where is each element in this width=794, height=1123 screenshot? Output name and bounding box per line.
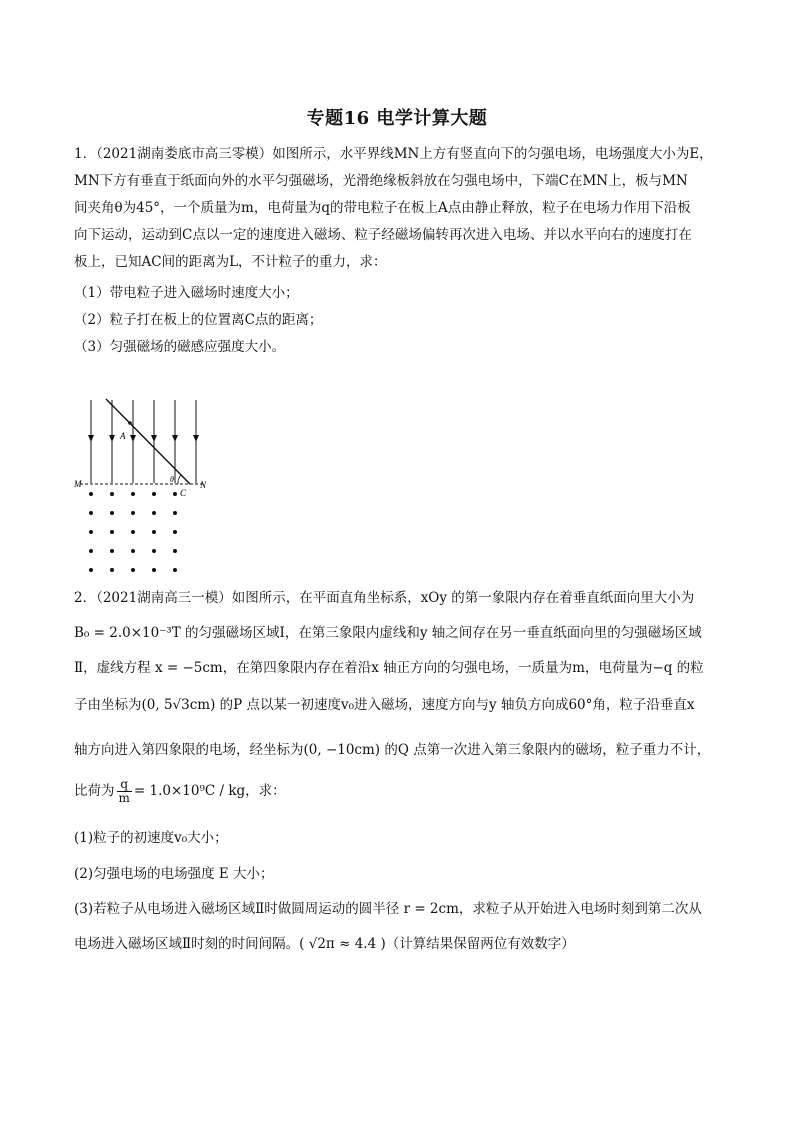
- q2-line-5: 轴方向进入第四象限的电场，经坐标为(0, −10cm) 的Q 点第一次进入第三象限内的磁场，粒子重力不计，: [74, 742, 711, 758]
- magnetic-field-dots: [89, 492, 177, 572]
- ratio-value: = 1.0×10⁹C / kg，求：: [133, 783, 286, 799]
- label-n: N: [200, 480, 207, 490]
- q2-sub-3-cont: 电场进入磁场区域Ⅱ时刻的时间间隔。( √2π ≈ 4.4 )（计算结果保留两位有效数字）: [74, 936, 575, 952]
- q2-line-6: [74, 778, 724, 805]
- page-title: 专题16 电学计算大题: [306, 108, 488, 129]
- q1-line-1: 1．（2021湖南娄底市高三零模）如图所示，水平界线MN上方有竖直向下的匀强电场，电场强度大小为E，: [74, 146, 713, 162]
- point-a: [128, 421, 132, 425]
- q2-line-4: 子由坐标为(0, 5√3cm) 的P 点以某一初速度v₀进入磁场，速度方向与y 轴负方向成60°角，粒子沿垂直x: [74, 697, 695, 713]
- q1-line-5: 板上，已知AC间的距离为L，不计粒子的重力，求：: [74, 254, 387, 270]
- fraction-numerator: q: [117, 778, 132, 792]
- q1-sub-2: （2）粒子打在板上的位置离C点的距离；: [74, 312, 323, 328]
- q2-line-3: Ⅱ，虚线方程 x = −5cm，在第四象限内存在着沿x 轴正方向的匀强电场，一质量为m，电荷量为−q 的粒: [74, 660, 704, 676]
- q1-line-2: MN下方有垂直于纸面向外的水平匀强磁场，光滑绝缘板斜放在匀强电场中，下端C在MN上，板与MN: [74, 173, 688, 189]
- fraction-denominator: m: [118, 791, 130, 805]
- q1-line-4: 向下运动，运动到C点以一定的速度进入磁场、粒子经磁场偏转再次进入电场、并以水平向右的速度打在: [74, 227, 692, 243]
- q2-line-1: 2．（2021湖南高三一模）如图所示，在平面直角坐标系，xOy 的第一象限内存在着垂直纸面向里大小为: [74, 590, 695, 606]
- q1-sub-1: （1）带电粒子进入磁场时速度大小；: [74, 285, 299, 301]
- q1-line-3: 间夹角θ为45°，一个质量为m，电荷量为q的带电粒子在板上A点由静止释放，粒子在电场力作用下沿板: [74, 200, 691, 216]
- label-m: M: [74, 479, 82, 489]
- q1-sub-3: （3）匀强磁场的磁感应强度大小。: [74, 339, 286, 355]
- ratio-label: 比荷为: [74, 783, 115, 799]
- angle-arc: [178, 475, 181, 484]
- label-theta: θ: [170, 475, 174, 484]
- q2-sub-1: (1)粒子的初速度v₀大小；: [74, 830, 228, 846]
- electric-field-lines: [91, 400, 196, 483]
- q2-sub-3: (3)若粒子从电场进入磁场区域Ⅱ时做圆周运动的圆半径 r = 2cm，求粒子从开始进入电场时刻到第二次从: [74, 901, 702, 917]
- q1-figure: [70, 395, 220, 580]
- q2-line-2: B₀ = 2.0×10⁻³T 的匀强磁场区域Ⅰ，在第三象限内虚线和y 轴之间存在另一垂直纸面向里的匀强磁场区域: [74, 625, 702, 641]
- label-a: A: [120, 431, 126, 441]
- q2-sub-2: (2)匀强电场的电场强度 E 大小；: [74, 866, 274, 882]
- ratio-fraction: [117, 778, 132, 805]
- label-c: C: [180, 488, 187, 498]
- incline-plate: [106, 399, 190, 484]
